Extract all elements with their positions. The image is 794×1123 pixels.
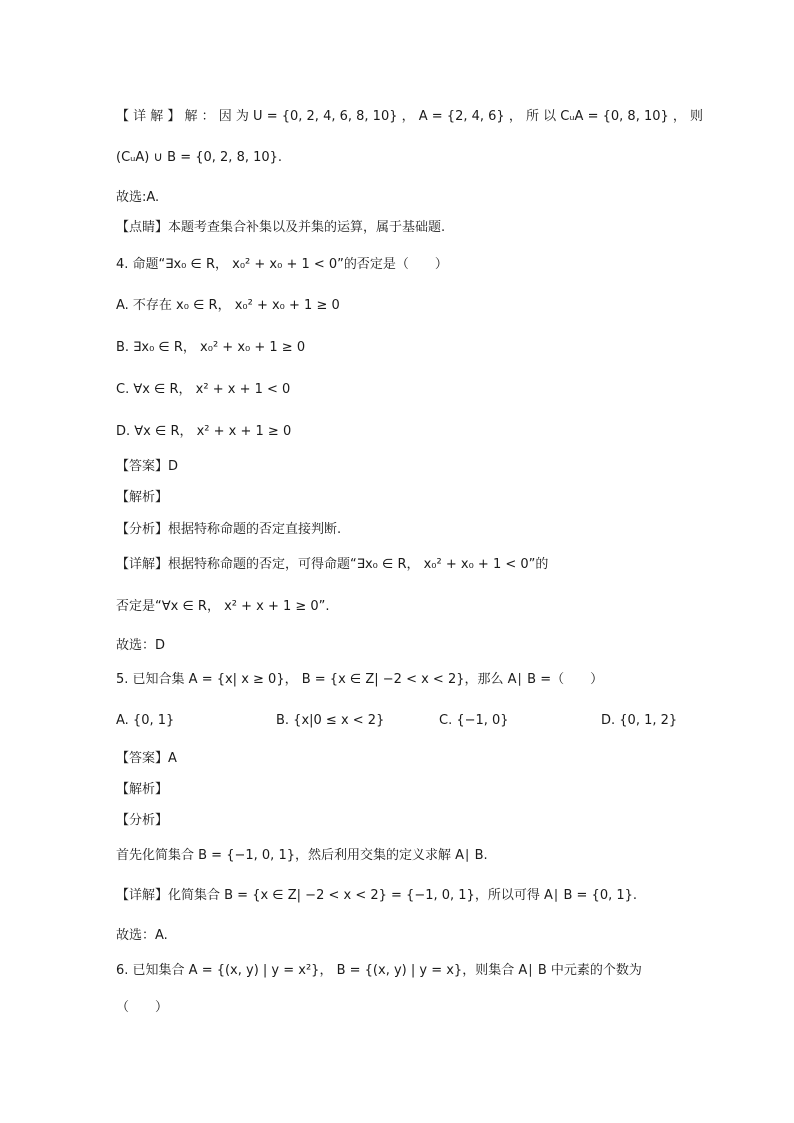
question-4-detail-line1: 【详解】根据特称命题的否定，可得命题“∃x₀ ∈ R， x₀² + x₀ + 1 < 0”的	[116, 557, 549, 572]
question-5-analysis-heading: 【解析】	[116, 782, 169, 797]
question-6-stem: 6. 已知集合 A = {(x, y) | y = x²}， B = {(x, y) | y = x}，则集合 A∣ B 中元素的个数为	[116, 963, 642, 978]
question-4-stem: 4. 命题“∃x₀ ∈ R， x₀² + x₀ + 1 < 0”的否定是（ ）	[116, 257, 448, 272]
question-5-analysis: 首先化简集合 B = {−1, 0, 1}，然后利用交集的定义求解 A∣ B.	[116, 848, 488, 863]
question-4-detail-line2: 否定是“∀x ∈ R， x² + x + 1 ≥ 0”.	[116, 599, 330, 614]
detail-solution-q3-line2: (CᵤA) ∪ B = {0, 2, 8, 10}.	[116, 150, 283, 165]
question-5-option-a: A. {0, 1}	[116, 713, 175, 728]
question-5-option-b: B. {x|0 ≤ x < 2}	[276, 713, 385, 728]
question-4-analysis: 【分析】根据特称命题的否定直接判断.	[116, 522, 342, 537]
question-4-option-b: B. ∃x₀ ∈ R， x₀² + x₀ + 1 ≥ 0	[116, 340, 306, 355]
question-4-choice: 故选：D	[116, 638, 166, 653]
question-5-stem: 5. 已知合集 A = {x| x ≥ 0}， B = {x ∈ Z| −2 < x < 2}，那么 A∣ B =（ ）	[116, 672, 604, 687]
question-4-option-a: A. 不存在 x₀ ∈ R， x₀² + x₀ + 1 ≥ 0	[116, 298, 340, 313]
answer-choice-q3: 故选:A.	[116, 190, 160, 205]
question-4-answer: 【答案】D	[116, 459, 179, 474]
question-5-option-c: C. {−1, 0}	[439, 713, 509, 728]
comment-q3: 【点睛】本题考查集合补集以及并集的运算，属于基础题.	[116, 220, 446, 235]
question-4-option-c: C. ∀x ∈ R， x² + x + 1 < 0	[116, 382, 291, 397]
question-5-choice: 故选：A.	[116, 928, 168, 943]
question-4-analysis-heading: 【解析】	[116, 490, 169, 505]
question-6-blank: （ ）	[116, 1000, 169, 1015]
question-5-detail: 【详解】化简集合 B = {x ∈ Z| −2 < x < 2} = {−1, 0, 1}，所以可得 A∣ B = {0, 1}.	[116, 888, 638, 903]
detail-solution-q3-line1: 【 详 解 】 解 ： 因 为 U = {0, 2, 4, 6, 8, 10} ， A = {2, 4, 6} ， 所 以 CᵤA = {0, 8, 10} ， 则	[116, 109, 704, 124]
question-4-option-d: D. ∀x ∈ R， x² + x + 1 ≥ 0	[116, 424, 292, 439]
question-5-answer: 【答案】A	[116, 751, 177, 766]
question-5-analysis-label: 【分析】	[116, 813, 169, 828]
question-5-option-d: D. {0, 1, 2}	[601, 713, 678, 728]
